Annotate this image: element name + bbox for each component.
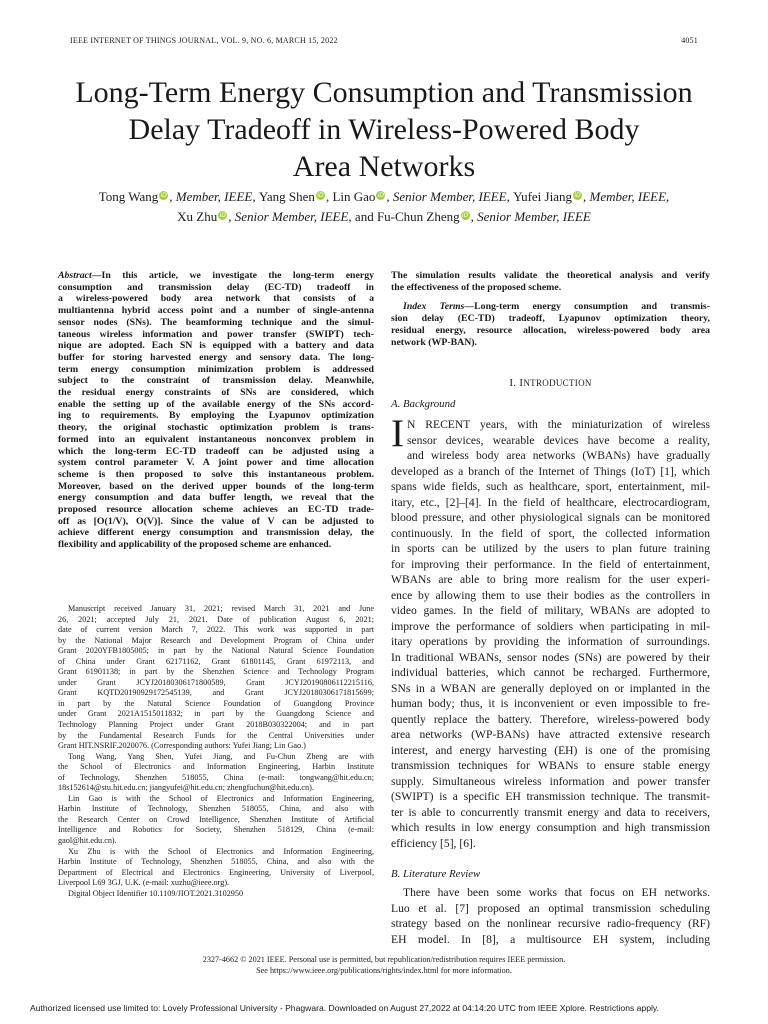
intro-paragraph bbox=[391, 412, 710, 851]
orcid-icon[interactable]: iD bbox=[160, 192, 167, 199]
footnote-line: Liverpool L69 3GJ, U.K. (e-mail: xuzhu@ieee.org). bbox=[58, 878, 230, 888]
abstract-line: energy consumption and data buffer length, we reveal that the bbox=[58, 492, 374, 504]
abstract-line: multiantenna hybrid access point and a number of single-antenna bbox=[58, 305, 374, 317]
abstract-line: nique are adopted. Each SN is equipped with a battery and data bbox=[58, 340, 374, 352]
footnote-line: 18s152614@stu.hit.edu.cn; jiangyufei@hit.edu.cn; zhengfuchun@hit.edu.cn). bbox=[58, 783, 314, 793]
footnote-line: the Research Center on Crowd Intelligence, Shenzhen Institute of Artificial bbox=[58, 814, 374, 824]
running-head bbox=[70, 36, 698, 48]
author-name[interactable]: Yufei Jiang bbox=[513, 189, 572, 204]
footnote-line: Lin Gao is with the School of Electronics and Information Engineering, bbox=[68, 793, 374, 803]
rights-link[interactable]: See https://www.ieee.org/publications/rights/index.html for more information. bbox=[256, 966, 512, 975]
author-name[interactable]: Lin Gao bbox=[332, 189, 376, 204]
body-line: and wireless body area networks (WBANs) have gradually bbox=[407, 449, 710, 462]
abstract-line: consumption and transmission delay (EC-TD) tradeoff in bbox=[58, 281, 374, 293]
abstract-line: buffer for storing harvested energy and sensory data. The long- bbox=[58, 351, 374, 363]
title-line: Long-Term Energy Consumption and Transmission bbox=[75, 76, 693, 109]
author-conjunction: and bbox=[354, 208, 377, 224]
body-line: N RECENT years, with the miniaturization of wireless bbox=[407, 418, 710, 431]
footnote-paragraph bbox=[58, 794, 374, 847]
orcid-icon[interactable]: iD bbox=[219, 211, 226, 219]
author-name[interactable]: Xu Zhu bbox=[177, 208, 218, 224]
footnote-line: Grant KQTD20190929172545139, and Grant JCYJ20180306171815699; bbox=[58, 688, 374, 698]
orcid-icon[interactable]: iD bbox=[377, 192, 385, 199]
footnote-line: 26, 2021; accepted July 21, 2021. Date of publication August 6, 2021; bbox=[58, 614, 374, 624]
license-notice: Authorized licensed use limited to: Lovely Professional University - Phagwara. Downloaded on August 27,2022 at 04:14:20 UTC from IEEE Xplore. Restrictions apply. bbox=[30, 1003, 659, 1013]
abstract-line: theory, the original stochastic optimization problem is trans- bbox=[58, 422, 374, 434]
author-affiliation: , Member, IEEE, bbox=[582, 189, 670, 204]
body-line: ter is able to concurrently transmit energy and data to receivers, bbox=[391, 805, 710, 819]
abstract bbox=[58, 270, 374, 551]
body-line: transmission techniques for WBANs to ensure stable energy bbox=[391, 759, 710, 772]
abstract-line: flexibility and applicability of the proposed scheme are enhanced. bbox=[58, 539, 332, 551]
abstract-line: ing to requirements. By employing the Lyapunov optimization bbox=[58, 410, 374, 422]
footnote-line: Grant 2020YFB1805005; in part by the National Natural Science Foundation bbox=[58, 646, 374, 656]
author-name[interactable]: Yang Shen bbox=[258, 189, 315, 204]
body-line: SNs in a WBAN are generally deployed on or implanted in the bbox=[391, 681, 710, 695]
index-terms-label: Index Terms bbox=[403, 301, 465, 313]
author-line-2 bbox=[40, 207, 728, 227]
abstract-line: scheme is then proposed to solve this instantaneous problem. bbox=[58, 468, 374, 480]
copyright-notice bbox=[100, 954, 668, 976]
index-terms-line: Index Terms—Long-term energy consumption and transmis- bbox=[403, 301, 710, 313]
body-line: which results in low energy consumption and high transmission bbox=[391, 821, 710, 834]
body-line: EH model. In [8], a multisource EH system, including bbox=[391, 932, 710, 946]
index-terms-line: residual energy, resource allocation, wireless-powered body area bbox=[391, 324, 710, 336]
footnote-line: the School of Electronics and Information Engineering, Harbin Institute bbox=[58, 762, 374, 772]
author-affiliation: , Senior Member, IEEE, bbox=[386, 189, 514, 204]
abstract-line: formed into an equivalent instantaneous nonconvex problem in bbox=[58, 433, 374, 445]
body-line: efficiency [5], [6]. bbox=[391, 836, 476, 850]
orcid-icon[interactable]: iD bbox=[317, 192, 324, 199]
abstract-line: proposed resource allocation scheme achieves an EC-TD trade- bbox=[58, 504, 374, 516]
abstract-line: taneous wireless information and power transfer (SWIPT) tech- bbox=[58, 328, 374, 340]
author-affiliation: , Senior Member, IEEE, bbox=[228, 208, 355, 224]
footnote-paragraph bbox=[58, 752, 374, 794]
footnote-line: Harbin Institute of Technology, Shenzhen 518055, China, and also with the bbox=[58, 857, 374, 867]
footnote-line: Grant 61901138; in part by the Shenzhen Science and Technology Program bbox=[58, 667, 374, 677]
body-line: in sports can be utilized by the users to plan future training bbox=[391, 542, 710, 555]
literature-paragraph bbox=[391, 885, 710, 947]
body-line: There have been some works that focus on EH networks. bbox=[403, 886, 710, 899]
abstract-line: enable the setting up of the available energy of the SNs accord- bbox=[58, 398, 374, 410]
body-line: improve the performance of soldiers when participating in mil- bbox=[391, 619, 710, 633]
abstract-line: sensor nodes (SNs). The beamforming technique and the simul- bbox=[58, 316, 374, 328]
footnote-line: Tong Wang, Yang Shen, Yufei Jiang, and Fu-Chun Zheng are with bbox=[68, 751, 374, 761]
body-line: area networks (WP-BANs) have attracted extensive research bbox=[391, 728, 710, 741]
abstract-text bbox=[58, 270, 374, 551]
abstract-continued bbox=[391, 270, 710, 348]
footnote-line: date of current version March 7, 2022. This work was supported in part bbox=[58, 625, 374, 635]
footnote-line: Intelligence and Robotics for Society, Shenzhen 518129, China (e-mail: bbox=[58, 825, 374, 835]
body-line: video games. In the field of military, WBANs are adopted to bbox=[391, 604, 710, 617]
journal-name: IEEE INTERNET OF THINGS JOURNAL, VOL. 9, NO. 6, MARCH 15, 2022 bbox=[70, 36, 338, 45]
body-line: quently replace the battery. Therefore, wireless-powered body bbox=[391, 712, 710, 726]
author-name[interactable]: Fu-Chun Zheng bbox=[376, 208, 460, 224]
author-line-1 bbox=[40, 187, 728, 207]
author-affiliation: , Member, IEEE, bbox=[169, 189, 259, 204]
abstract-line: which the long-term EC-TD tradeoff can be adjusted using a bbox=[58, 445, 374, 457]
footnote-paragraph bbox=[58, 847, 374, 889]
body-line: In traditional WBANs, sensor nodes (SNs) are powered by their bbox=[391, 650, 710, 664]
body-line: itary, etc., [2]–[4]. In the field of healthcare, electrocardiogram, bbox=[391, 495, 710, 509]
doi[interactable]: Digital Object Identifier 10.1109/JIOT.2021.3102950 bbox=[68, 888, 244, 898]
title-line: Area Networks bbox=[292, 150, 476, 183]
abstract-line: a wireless-powered body area network that consists of a bbox=[58, 293, 374, 305]
abstract-line: off as [O(1/V), O(V)]. Since the value of V can be adjusted to bbox=[58, 515, 374, 527]
abstract-label: Abstract bbox=[58, 270, 92, 281]
author-list bbox=[40, 187, 728, 226]
footnote bbox=[58, 604, 374, 899]
abstract-line: Moreover, based on the derived upper bounds of the long-term bbox=[58, 480, 374, 492]
subsection-heading-background: A. Background bbox=[391, 398, 456, 410]
body-line: Luo et al. [7] proposed an optimal transmission scheduling bbox=[391, 901, 710, 915]
body-line: strategy based on the nonlinear recursive radio-frequency (RF) bbox=[391, 917, 710, 930]
abstract-line: subject to the constraint of transmission delay. Meanwhile, bbox=[58, 375, 374, 387]
footnote-line: by the National Major Research and Development Program of China under bbox=[58, 635, 374, 645]
body-line: WBANs are able to bring more realism for the user experi- bbox=[391, 573, 710, 586]
body-line: blood pressure, and other physiological signals can be monitored bbox=[391, 511, 710, 524]
orcid-icon[interactable]: iD bbox=[574, 192, 581, 199]
footnote-line: Harbin Institute of Technology, Shenzhen 518055, China, and also with bbox=[58, 804, 374, 814]
body-line: supply. Simultaneous wireless information and power transfer bbox=[391, 774, 710, 788]
abstract-text bbox=[391, 270, 710, 293]
footnote-line: Manuscript received January 31, 2021; revised March 31, 2021 and June bbox=[68, 604, 374, 613]
index-terms-line: network (WP-BAN). bbox=[391, 336, 477, 348]
body-line: continuously. In the field of sport, the collected information bbox=[391, 526, 710, 540]
footnote-line: Technology Planning Project under Grant 2018B030322004; and in part bbox=[58, 720, 374, 730]
footnote-paragraph bbox=[58, 604, 374, 752]
footnote-line: in part by the Natural Science Foundation of Guangdong Province bbox=[58, 698, 374, 708]
author-affiliation: , bbox=[325, 189, 333, 204]
abstract-line: The simulation results validate the theoretical analysis and verify bbox=[391, 270, 710, 281]
body-line: ence by allowing them to use their bodies as the controllers in bbox=[391, 588, 710, 602]
abstract-line: the effectiveness of the proposed scheme. bbox=[391, 281, 562, 293]
footnote-line: Grant HIT.NSRIF.2020076. (Corresponding authors: Yufei Jiang; Lin Gao.) bbox=[58, 741, 306, 751]
body-line: interest, and energy harvesting (EH) is one of the promising bbox=[391, 743, 710, 757]
index-terms bbox=[391, 301, 710, 348]
index-terms-line: sion delay (EC-TD) tradeoff, Lyapunov optimization theory, bbox=[391, 313, 710, 325]
paper-title bbox=[40, 74, 728, 185]
drop-cap: I bbox=[391, 412, 404, 455]
footnote-line: of China under Grant 62171162, Grant 61801145, Grant 61972113, and bbox=[58, 656, 374, 666]
author-affiliation: , Senior Member, IEEE bbox=[470, 208, 591, 224]
body-line: individual batteries, which cannot be recharged. Furthermore, bbox=[391, 666, 710, 679]
title-line: Delay Tradeoff in Wireless-Powered Body bbox=[128, 113, 640, 146]
footnote-line: by the Fundamental Research Funds for the Central Universities under bbox=[58, 730, 374, 740]
page-number: 4051 bbox=[681, 36, 698, 45]
abstract-line: term energy consumption minimization problem is addressed bbox=[58, 363, 374, 375]
subsection-heading-literature-review: B. Literature Review bbox=[391, 868, 481, 880]
footnote-line: Department of Electrical and Electronics Engineering, University of Liverpool, bbox=[58, 867, 374, 877]
abstract-line: the residual energy constraints of SNs are considered, which bbox=[58, 387, 374, 399]
abstract-line: achieve different energy consumption and transmission delay, the bbox=[58, 527, 374, 539]
footnote-line: of Technology, Shenzhen 518055, China (e-mail: tongwang@hit.edu.cn; bbox=[58, 772, 374, 782]
body-line: itary operations by providing the information of surroundings. bbox=[391, 635, 710, 648]
abstract-line: system control parameter V. A joint power and time allocation bbox=[58, 457, 374, 469]
footnote-line: gaol@hit.edu.cn). bbox=[58, 836, 117, 846]
body-line: (SWIPT) is a specific EH transmission technique. The transmit- bbox=[391, 790, 710, 803]
body-line: developed as a branch of the Internet of Things (IoT) [1], which bbox=[391, 464, 710, 478]
section-heading-introduction: I. INTRODUCTION bbox=[509, 377, 592, 389]
abstract-line: Abstract—In this article, we investigate the long-term energy bbox=[58, 270, 374, 281]
body-line: for improving their performance. In the field of entertainment, bbox=[391, 557, 710, 571]
body-line: sensor devices, wearable devices have become a reality, bbox=[407, 433, 710, 447]
orcid-icon[interactable]: iD bbox=[462, 211, 469, 219]
footnote-line: Xu Zhu is with the School of Electronics and Information Engineering, bbox=[68, 846, 374, 856]
body-line: spans wide fields, such as healthcare, sport, entertainment, mil- bbox=[391, 480, 710, 493]
copyright-line: 2327-4662 © 2021 IEEE. Personal use is permitted, but republication/redistribution requires IEEE permission. bbox=[202, 955, 566, 964]
footnote-line: under Grant 2021A1515011832; in part by the Guangdong Science and bbox=[58, 709, 374, 719]
author-name[interactable]: Tong Wang bbox=[98, 189, 159, 204]
body-line: human body; thus, it is inconvenient or even impossible to fre- bbox=[391, 697, 710, 710]
footnote-line: under Grant JCYJ20180306171800589, Grant JCYJ20190806112215116, bbox=[58, 677, 374, 687]
